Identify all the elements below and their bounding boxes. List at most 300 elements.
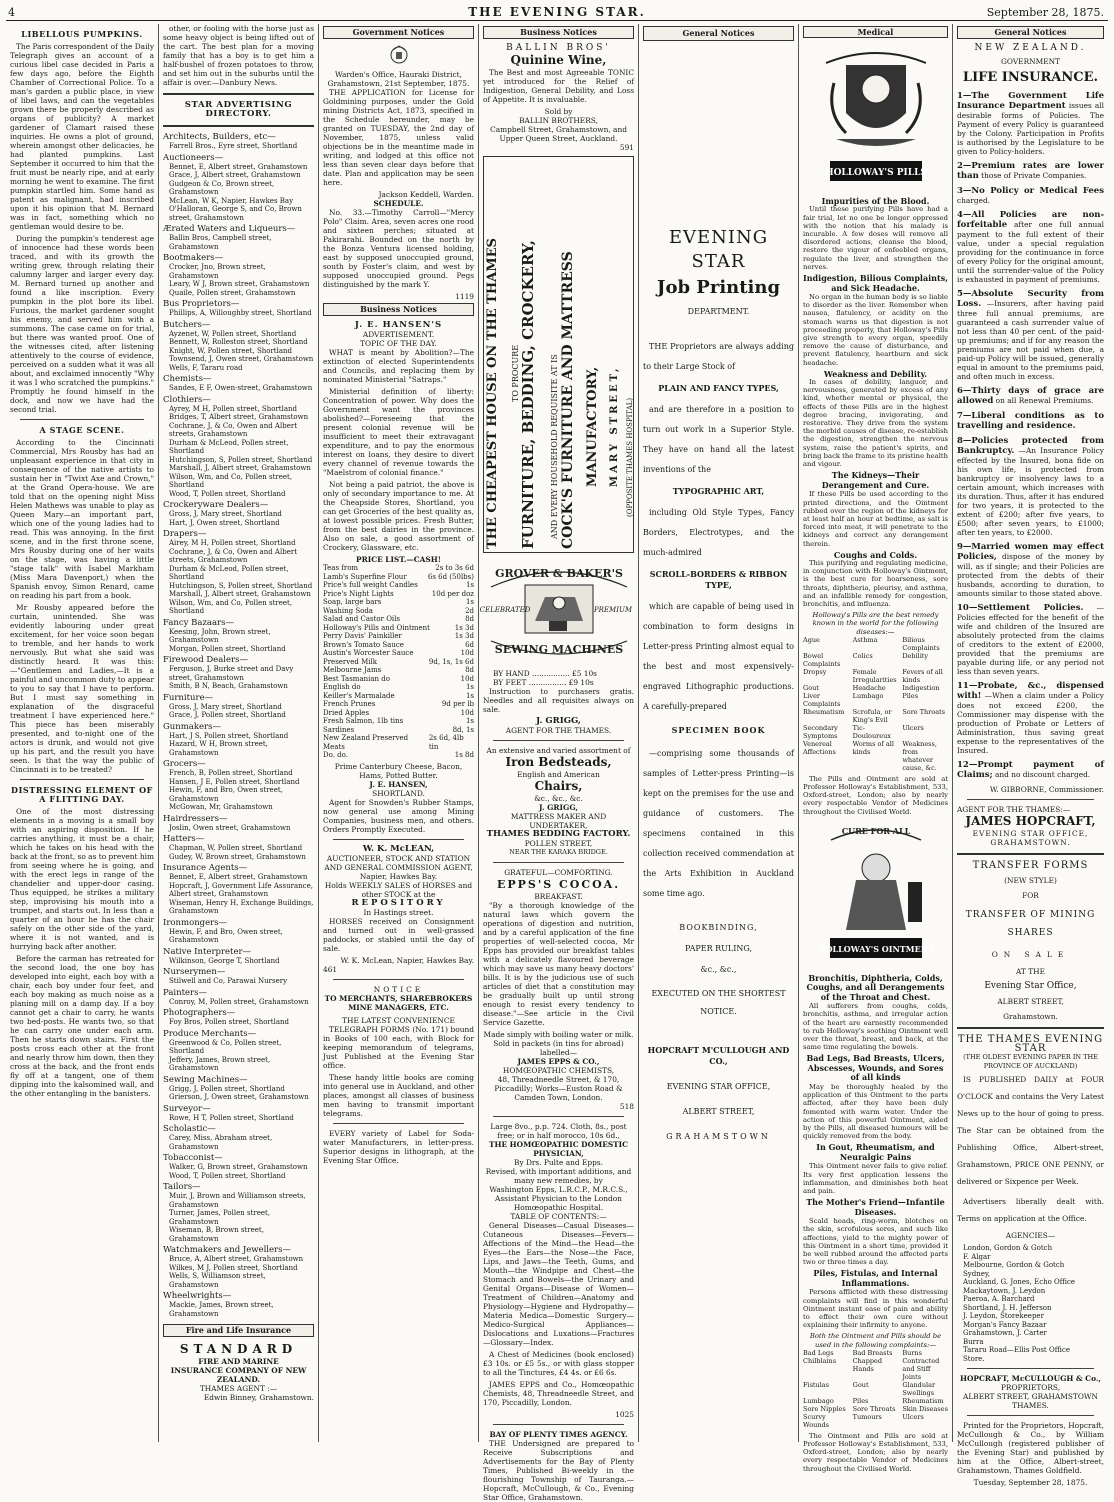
gout-text: This Ointment never fails to give relief. Its very first application lessens the inflammation, and diminishes both heat and pain. [803,1162,948,1196]
by-drs: By Drs. Pulte and Epps. [514,1158,603,1167]
directory-category: Ærated Waters and Liqueurs— [163,224,296,234]
disease-item: Dropsy [803,667,827,676]
horses-text: HORSES received on Consignment and turned out in well-grassed paddocks, or stabled until the day of sale. [323,916,474,953]
price-item: Holloway's Pills and Ointment [323,623,430,632]
homeopathic-physician: THE HOMŒOPATHIC DOMESTIC PHYSICIAN, [488,1140,629,1158]
directory-listing: Hart, J, Owen street, Shortland [169,518,280,527]
complaint-item: Tumours [852,1412,882,1421]
directory-listing: Hewin, F, and Bro, Owen street, Grahamstown [169,927,283,944]
price-item: Melbourne Jams [323,666,382,674]
plain-fancy-types: PLAIN AND FANCY TYPES, [658,383,779,393]
disease-item: Female Irregularities [852,667,897,684]
advertising-directory [163,133,314,1318]
disease-item: Asthma [852,635,878,644]
department-label: DEPARTMENT. [687,307,750,316]
directory-category: Wheelwrights— [163,1291,232,1301]
price-item: Perry Davis' Painkiller [323,632,402,640]
disease-item: Venereal Affections [803,739,836,756]
price-value: 1s [465,581,474,589]
albert-street: ALBERT STREET, [997,997,1064,1006]
directory-entry [163,321,314,373]
complaint-item: Scurvy [803,1412,826,1421]
imprint-text: Printed for the Proprietors, Hopcraft, McCullough & Co., by William McCullough (registered publisher of the Evening Star) and published by him at the Office, Albert-street, Grahamstown, Thames Goldfield. [957,1421,1104,1475]
mclean-location: Napier, Hawkes Bay. [359,871,438,881]
directory-category: Tobacconist— [163,1153,223,1163]
albert-street: ALBERT STREET, [682,1107,755,1116]
complaint-item: Fistulas [803,1380,830,1389]
thames-bedding: THAMES BEDDING FACTORY. [486,829,631,839]
directory-category: Fancy Bazaars— [163,617,234,628]
price-row [323,700,474,709]
bay-of-plenty-text: THE Undersigned are prepared to Receive Subscriptions and Advertisements for the Bay of Plenty Times, Published Bi-weekly in the flourishing Township of Tauranga.—Hopcraft, McCullough, & Co., Evening Star Office, Grahamstown. [483,1439,634,1502]
iron-english: English and American [517,770,600,779]
disease-item: Secondary Symptoms [803,723,838,740]
article-continuation: other, or fooling with the horse just as some heavy object is being lifted out of the cart. The best plan for a moving family that has a boy is to get him a half-bushel of frozen potatoes to throw, and set him out in the suburbs until the affair is over.—Danbury News. [163,24,314,87]
divider [333,979,464,980]
insurance-item [957,289,1104,381]
directory-category: Produce Merchants— [163,1028,257,1039]
directory-category: Grocers— [163,759,206,769]
insurance-item [957,681,1104,755]
agency-item: Mackaytown, J. Leydon [963,1286,1046,1295]
epps-chemists: JAMES EPPS and Co., Homœopathic Chemists, 48, Threadneedle Street, and 170, Piccadilly, London. [483,1380,634,1407]
price-value: 1s 3d [454,623,474,632]
ointment-address: The Ointment and Pills are sold at Professor Holloway's Establishment, 533, Oxford-street, London; also by nearly every respectable Vendor of Medicines throughout the Civilised World. [803,1431,948,1473]
section-header: General Notices [643,26,794,41]
proprietors-label: PROPRIETORS, [1000,1383,1061,1392]
directory-listing: Ballin Bros, Campbell street, Grahamstown [169,234,272,251]
price-list-heading: PRICE LIST.—CASH! [356,555,441,564]
insurance-item-heading: 3—No Policy or Medical Fees [957,186,1104,196]
evening-star-office: EVENING STAR OFFICE, GRAHAMSTOWN. [972,829,1089,847]
disease-item: Fevers of all kinds [902,667,943,684]
directory-listing: Hewin, F, and Bro, Owen street, Grahamstown [169,786,283,803]
directory-listing: Wilkinson, George T, Shortland [169,956,280,965]
agency-item: Sydney, [963,1269,991,1278]
sold-by: Sold by [544,107,573,116]
price-value: 10d [460,708,474,717]
insurance-item-text: charged. [957,196,991,205]
column-2 [158,24,318,1442]
complaint-item: Rheumatism [902,1396,944,1405]
directory-listing: Gross, J, Mary street, Shortland [169,702,282,711]
section-header: Business Notices [323,303,474,316]
insurance-company-full: INSURANCE COMPANY OF NEW ZEALAND. [170,1366,307,1384]
grigg-name-2: J. GRIGG, [539,803,578,812]
disease-item: Indigestion [902,683,940,692]
directory-listing: Stilwell and Co, Parawai Nursery [169,977,288,985]
notice-number: 1025 [615,1410,634,1419]
article-paragraph: According to the Cincinnati Commercial, Mrs Rousby has had an unpleasant experience in that city in consequence of the native artists to sustain her in "Twixt Axe and Crown," at the Grand Opera-house. We are told that on the opening night Miss Helen Mathews was unable to play as Queen Mary—an important part, which one of the young ladies had to read. This was annoying. In the first scene, and in the first throne scene, Mrs Rousby during one of her waits on the stage, was having a little "stage talk" with Isabel Markham (Miss Mara Davenport,) when the Spanish envoy, Simon Renard, came on reading his part from a book. [10,438,154,600]
divider [493,740,624,741]
price-value: 6d [465,640,474,649]
disease-item: Ulcers [902,723,924,732]
sewing-machine-engraving [479,557,633,665]
disease-item: Weakness, from whatever cause, &c. [902,739,937,772]
divider [333,1123,464,1124]
price-item: Preserved Milk [323,657,377,666]
directory-listing: Rowe, H T, Pollen street, Shortland [169,1113,294,1122]
directory-entry [163,948,314,966]
coughs-text: This purifying and regulating medicine, in conjunction with Holloway's Ointment, is the best cure for hoarseness, sore throats, diphtheria, pleurisy, and asthma, and an infallible remedy for congestion, bronchitis, and influenza. [803,558,948,608]
column-1 [6,24,158,1442]
directory-category: Chemists— [163,374,212,384]
directory-listing: O'Halloran, George S, and Co, Brown street, Grahamstown [169,205,302,222]
ballin-heading: BALLIN BROS' [506,43,611,53]
diseases-list [803,636,948,772]
directory-listing: Bennet, E, Albert street, Grahamstown [169,873,308,881]
price-row [323,590,474,599]
directory-listing: Joslin, Owen street, Grahamstown [169,823,291,832]
complaint-item: Lumbago [803,1396,834,1405]
impurities-text: Until these purifying Pills have had a fair trial, let no one be longer oppressed with the notion that his malady is incurable. A few doses will remove all disordered actions, cleanse the blood, restore the vigour of enfeebled organs, regulate the liver, and strengthen the nerves. [803,205,948,271]
directory-listing: Smith, B N, Beach, Grahamstown [169,682,288,690]
directory-category: Bootmakers— [163,253,224,263]
complaint-item: Glandular Swellings [902,1380,936,1397]
divider [967,1368,1094,1369]
price-item: New Zealand Preserved Meats [323,734,409,751]
warden-office: Warden's Office, Hauraki District, Grahamstown, 21st September, 1875. [327,70,470,88]
directory-listing: Muir, J, Brown and Williamson streets, Grahamstown [169,1192,306,1209]
price-item: English do [323,683,361,691]
schedule-title: SCHEDULE. [373,199,424,208]
insurance-item-heading: 6—Thirty days of grace are allowed [957,386,1104,406]
newspaper-title: THE EVENING STAR. [468,5,646,19]
directory-listing: Gudgeon & Co, Brown street, Grahamstown [169,179,275,196]
directory-entry [163,968,314,986]
directory-listing: Durham & McLeod, Pollen street, Shortland [169,438,289,455]
instruction-text: Instruction to purchasers gratis. Needles and all requisites always on sale. [483,687,634,714]
directory-category: Architects, Builders, etc— [163,132,276,142]
insurance-item [957,386,1104,406]
directory-category: Watchmakers and Jewellers— [163,1245,291,1255]
agency-item: F. Algar [963,1252,991,1261]
section-header: Medical [803,26,948,38]
insurance-item-text: —An Insurance Policy effected by the Insured, bona fide on his own life, is protected from bankruptcy or insolvency laws to a certain amount, which increases with its duration. Thus, after it has endured for two years, it is protected to the extent of £200; after five years, to £500; after seven years, to £1000; after ten years, to £2000. [957,446,1104,537]
for-label: FOR [1022,891,1039,900]
agency-item: J. Leydon, Storekeeper [963,1312,1044,1320]
insurance-item-heading: 7—Liberal conditions as to travelling and residence. [957,411,1104,431]
directory-listing: Grace, J, Albert street, Grahamstown [169,171,301,179]
agency-item: Paeroa, A. Barchard [963,1295,1035,1303]
label-text: EVERY variety of Label for Soda-water Manufacturers, in letter-press. Superior designs in lithograph, at the Evening Star Office. [323,1128,474,1165]
agency-item: Burra [963,1337,984,1346]
insurance-item-heading: 5—Absolute Security from Loss. [957,289,1104,309]
complaint-item: Bad Legs [803,1348,834,1357]
including-text: including Old Style Types, Fancy Borders, Electrotypes, and the much-admired [643,508,794,557]
ballin-brothers: BALLIN BROTHERS, [519,116,598,125]
directory-listing: Farrell Bros., Eyre street, Shortland [169,142,298,150]
iron-intro: An extensive and varied assortment of [486,746,631,755]
directory-listing: Wilson, Wm, and Co, Pollen street, Shortland [169,472,293,489]
price-value: 10d [460,649,474,657]
issue-date: September 28, 1875. [986,6,1104,19]
directory-listing: Wilson, Wm, and Co, Pollen street, Shortland [169,598,293,615]
price-row [323,649,474,658]
insurance-item-text: those of Private Companies. [978,171,1087,180]
bad-legs-text: May be thoroughly healed by the application of this Ointment to the parts affected, after they have been duly fomented with warm water. Under the action of this powerful Ointment, aided by the Pills, all diseased humours will be quickly removed from the body. [803,1082,948,1141]
cocks-furniture-advert [483,156,634,553]
chest-text: A Chest of Medicines (book enclosed) £3 10s. or £5 5s., or with glass stopper to all the Tinctures, £4 4s. or £6 6s. [483,1350,634,1377]
insurance-item [957,760,1104,780]
evening-star-heading: EVENING STAR [668,227,769,272]
divider [957,853,1104,855]
divider [20,779,144,780]
directory-listing: Phillips, A, Willoughby street, Shortland [169,309,312,317]
epps-address: 48, Threadneedle Street, & 170, Piccadilly; Works—Euston Road & Camden Town, London. [494,1075,623,1102]
price-item: Brown's Tomato Sauce [323,640,404,649]
directory-category: Insurance Agents— [163,863,248,873]
spacer [643,46,794,226]
directory-listing: Airey, M H, Pollen street, Shortland [169,539,296,547]
disease-item: Headache [852,683,886,692]
life-insurance-heading: LIFE INSURANCE. [962,70,1099,85]
complaint-item: Ulcers [902,1412,924,1421]
directory-listing: Carey, Miss, Abraham street, Grahamstown [169,1134,273,1151]
insurance-item [957,436,1104,537]
directory-entry [163,1183,314,1243]
directory-entry [163,1105,314,1123]
price-item: Price's full weight Candles [323,581,418,589]
directory-listing: Jeffery, James, Brown street, Grahamstown [169,1055,271,1072]
holloway-ointment-engraving-icon [816,820,936,970]
kidneys-text: If these Pills be used according to the printed directions, and the Ointment rubbed over the region of the kidneys for at least half an hour at bedtime, as salt is forced into meat, it will penetrate to the kidneys and correct any derangement therein. [803,490,948,548]
mothers-friend-text: Scald heads, ring-worm, blotches on the skin, scrofulous sores, and such like affections, yield to the mighty power of this Ointment in a short time, provided it be well rubbed around the affected parts two or three times a day. [803,1217,948,1267]
albert-thames: ALBERT STREET, GRAHAMSTOWN THAMES. [963,1392,1098,1410]
bronchitis-text: All sufferers from coughs, colds, bronchitis, asthma, and irregular action of the heart are earnestly recommended to rub Holloway's soothing Ointment well over the throat, breast, and back, at the same time regulating the bowels. [803,1002,948,1052]
handy-text: These handy little books are coming into general use in Auckland, and other places, amongst all classes of business men having to transmit important telegrams. [323,1072,474,1118]
price-row [323,717,474,726]
complaint-item: Skin Diseases [902,1404,948,1413]
article-paragraph: One of the most distressing elements in a moving is a small boy with an aspiring disposition. If he carries anything, it must be a chair, which he takes on his head with the back at the front, so as to prevent him from seeing where he is going, and with the erect legs in range of the chandelier and upper-door casing. Thus equipped, he strikes a military step, improvising his mouth into a trumpet, and starts out. In less than a quarter of an hour he has the chair safely on the other side of the yard, where it is not wanted, and is hurrying back after another. [10,807,154,951]
insurance-item-heading: 11—Probate, &c., dispensed with! [957,681,1104,701]
bronchitis-heading: Bronchitis, Diphtheria, Colds, Coughs, and all Derangements of the Throat and Chest. [806,972,945,1002]
directory-category: Native Interpreter— [163,946,252,957]
article-paragraph: Mr Rousby appeared before the curtain, unintended. She was evidently labouring under great excitement, for her voice soon began to tremble, and her hands to work nervously. But what she said was distinctly heard. It was this:—"Gentlemen and Ladies,—It is a painful and uncommon duty to appear to you to say that I have to perform. But I must say something in explanation of the disgraceful treatment I have experienced here." This piece has been miserably presented, and to-night one of the actors is drunk, and would not give up his part, and the result you have seen. Is that the way the public of Cincinnati is to be treated? [10,603,154,774]
disease-item: Debility [902,651,929,660]
directory-category: Auctioneers— [163,152,224,163]
made-simply: Made simply with boiling water or milk. [483,1030,634,1039]
directory-listing: Wells, S, Williamson street, Grahamstown [169,1272,266,1289]
hopcraft-name: JAMES HOPCRAFT, [965,814,1096,828]
directory-entry [163,1009,314,1027]
notice-signature: Jackson Keddell, Warden. [378,190,474,199]
notice-heading: NOTICE [373,984,424,994]
notice-number: 518 [619,1102,634,1111]
divider [957,1027,1104,1029]
insurance-agent-name: Edwin Binney, Grahamstown. [203,1393,314,1402]
directory-listing: Hansen, J E, Pollen street, Shortland [169,777,300,786]
insurance-item-text: after one full annual payment to the full extent of their value, under a special regulation providing for the continuance in force of every Policy for the original amount, until the surrender-value of the Policy is exhausted in payment of premiums. [957,220,1104,284]
directory-listing: Knight, W, Pollen street, Shortland [169,346,293,355]
kidneys-heading: The Kidneys—Their Derangement and Cure. [821,470,930,490]
directory-category: Furniture— [163,692,214,703]
chairs: Chairs, [534,779,583,793]
price-row [323,607,474,616]
directory-entry [163,530,314,616]
piles-text: Persons afflicted with these distressing complaints will find in this wonderful Ointment instant ease of pain and ability to effect their own cure without explaining their infirmity to anyone. [803,1288,948,1330]
insurance-item [957,603,1104,676]
rotated-line: (OPPOSITE THAMES HOSPITAL) [626,397,634,517]
insurance-item [957,91,1104,156]
indigestion-text: No organ in the human body is so liable to disorder as the liver. Remember when nausea, flatulency, or acidity on the stomach warns us that digestion is not proceeding properly, that Holloway's Pills give strength to every organ, speedily remove the cause of disturbance, and prevent flatulency, heartburn and sick headache. [803,293,948,367]
directory-listing: French, B, Pollen street, Shortland [169,769,293,777]
disease-item: Scrofula, or King's Evil [852,707,892,724]
column-5 [638,24,798,1442]
price-item: Washing Soda [323,606,373,615]
divider [967,799,1094,800]
disease-item: Rheumatism [803,707,845,716]
typographic-art: TYPOGRAPHIC ART, [672,486,765,496]
price-row [323,632,474,641]
directory-listing: McGowan, Mr, Grahamstown [169,803,273,811]
thames-star-heading: THE THAMES EVENING STAR [957,1034,1104,1054]
telegraph-text: TELEGRAPH FORMS (No. 171) bound in Books of 100 each, with Block for keeping memorandum of telegrams, Just Published at the Evening Star office. [323,1024,474,1070]
article-title: A STAGE SCENE. [39,425,125,435]
pills-address: The Pills and Ointment are sold at Professor Holloway's Establishment, 533, Oxford-street, London; also by nearly every respectable Vendor of Medicines throughout the Civilised World. [803,774,948,816]
directory-listing: Hazard, W H, Brown street, Grahamstown [169,740,268,757]
insurance-item [957,161,1104,181]
price-value: 1s [465,691,474,700]
directory-listing: Bennett, W, Rolleston street, Shortland [169,338,308,346]
rotated-line: FURNITURE, BEDDING, CROCKERY, [519,240,537,549]
disease-item: Piles [902,691,919,700]
coughs-heading: Coughs and Colds. [833,549,918,560]
mclean-name: W. K. McLEAN, [362,843,435,854]
disease-item: Liver Complaints [803,691,841,708]
price-row [323,709,474,718]
complaint-item: Wounds [803,1420,830,1429]
directory-entry [163,154,314,223]
insurance-company-name: STANDARD [179,1342,298,1356]
pollen-street: POLLEN STREET, [524,839,593,848]
price-row [323,683,474,692]
repository-title: REPOSITORY [351,897,446,908]
disease-item: Lumbago [852,691,884,700]
directory-category: Gunmakers— [163,721,221,732]
both-intro: Both the Ointment and Pills should be used in the following complaints:— [809,1332,942,1349]
piles-heading: Piles, Fistulas, and Internal Inflammations. [813,1268,938,1288]
hansen-name: J. E. HANSEN, [369,779,428,789]
notice-text: THE APPLICATION for License for Goldmining purposes, under the Gold mining Districts Act, 1873, specified in the Schedule hereunder, may be granted on TUESDAY, the 2nd day of November, 1875, unless valid objections be in the meantime made in writing, and lodged at this office not less than seven clear days before that date. Plan and application may be seen here. [323,88,474,187]
price-row [323,581,474,590]
price-row [323,675,474,684]
paper-ruling: PAPER RULING, [684,944,753,953]
directory-category: Scholastic— [163,1124,216,1134]
by-feet-price: BY FEET ................ £9 10s [493,678,594,687]
quinine-text: The Best and most Agreeable TONIC yet introduced for the Relief of Indigestion, General Debility, and Loss of Appetite. It is invaluable. [483,68,634,104]
column-3 [318,24,478,1442]
job-printing-heading: Job Printing [656,277,781,298]
hopcraft-mccullough: HOPCRAFT M'CULLOUGH AND CO., [647,1045,790,1066]
complaint-item: Bad Breasts [852,1348,893,1357]
upper-queen: Upper Queen Street, Auckland. [499,134,618,143]
directory-listing: Conroy, M, Pollen street, Grahamstown [169,997,309,1006]
directory-entry [163,254,314,297]
directory-listing: Greenwood & Co, Pollen street, Shortland [169,1038,282,1055]
directory-entry [163,835,314,861]
price-item: Lamb's Superfine Flour [323,572,407,581]
directory-listing: Mackie, James, Brown street, Grahamstown [169,1301,274,1318]
insurance-list [957,91,1104,780]
schedule-text: No. 33.—Timothy Carroll—"Mercy Polo" Claim. Area, seven acres one rood and sixteen perches; situated at Pakirarahi. Bounded on the north by the Bonza Ventura licensed holding, east by supposed unoccupied ground, south by Foster's claim, and west by supposed unoccupied ground. Pegs distinguished by the mark Y. [323,208,474,289]
directory-listing: Ayrey, M H, Pollen street, Shortland [169,404,298,413]
agencies-heading: AGENCIES— [1005,1231,1056,1240]
agency-item: Grahamstown, J. Carter [963,1329,1047,1337]
rotated-line: MARY STREET, [609,365,620,487]
disease-item: Bilious Complaints [902,635,940,652]
directory-category: Drapers— [163,529,207,539]
disease-item: Ague [803,635,820,644]
remedy-intro: Holloway's Pills are the best remedy known in the world for the following diseases:— [812,611,939,636]
directory-entry [163,1246,314,1289]
insurance-item-text: —When a claim under a Policy does not exceed £200, the Commissioner may dispense with the production of Probate or Letters of Administration, thus saving great expense to the representatives of the Insured. [957,691,1104,755]
washington-epps: Washington Epps, L.R.C.P., M.R.C.S., [489,1185,628,1194]
price-row [323,564,474,573]
article-title: DISTRESSING ELEMENT OF A FLITTING DAY. [11,785,153,804]
price-row [323,615,474,624]
notice-number: 461 [323,964,338,974]
directory-entry [163,619,314,654]
insurance-item-heading: 2—Premium rates are lower than [957,161,1104,181]
directory-listing: Marshall, J, Albert street, Grahamstown [169,464,311,472]
directory-listing: Hutchingson, S, Pollen street, Shortland [169,455,313,464]
article-paragraph: Before the carman has retreated for the second load, the one boy has developed into eight, each boy with a chair, each boy under four feet, and each boy making as much noise as a planing mill on a damp day. If a boy cannot get a chair to carry, he wants two bed-posts. He wants two, so that he can carry one under each arm. Then he starts down stairs. First the posts cross each other at the front and nearly throw him down, then they cross at the back, and the front ends fly off at a tangent, one of them dipping into the kalsomined wall, and the other entangling in the banisters. [10,954,154,1098]
rotated-line: THE CHEAPEST HOUSE ON THE THAMES [485,238,500,549]
royal-crest-icon [384,44,414,66]
directory-listing: Grigg, J, Pollen street, Shortland [169,1084,285,1093]
insurance-item-heading: 1—The Government Life Insurance Department [957,91,1104,111]
price-list [323,564,474,760]
divider [163,125,314,127]
etc: &c., &c., &c. [534,794,583,803]
complaint-item: Contracted and Stiff Joints [902,1356,940,1381]
price-item: Keiller's Marmalade [323,691,395,700]
advertisers-text: Advertisers liberally dealt with. Terms on application at the Office. [957,1197,1104,1223]
insurance-item [957,411,1104,431]
price-item: Teas from [323,564,359,572]
directory-listing: Ferguson, J, Burke street and Davy street, Grahamstown [169,665,294,682]
hastings-street: In Hastings street. [363,907,434,917]
directory-category: Tailors— [163,1182,201,1192]
directory-listing: Bruce, A, Albert street, Grahamstown [169,1255,304,1263]
directory-listing: Durham & McLeod, Pollen street, Shortland [169,564,289,581]
directory-listing: Grace, J, Pollen street, Shortland [169,711,286,719]
price-row [323,726,474,735]
topic-paragraph: WHAT is meant by Abolition?—The extinction of elected Superintendents and Councils, and replacing them by nominated Ministerial "Satraps." [323,348,474,384]
agency-item: London, Gordon & Gotch [963,1244,1053,1252]
price-value: 6s 6d (50lbs) [427,572,474,581]
directory-entry [163,1292,314,1318]
article-paragraph: During the pumpkin's tenderest age of innocence had these words been traced, and with its growth the writing grew, through relating their calumny larger and larger every day. M. Bernard turned up another and found a like inscription. Every pumpkin in the plot bore its libel. Furious, the market gardener sought his enemy, and served him with a summons. The case came on for trial, but there was wanted proof. One of the witnesses cited, after listening attentively to the course of evidence, perceived on a sudden what it was all about, and exclaimed innocently "Why it was I who scratched the pumpkins." Promptly he found himself in the dock, and now we have had the second trial. [10,234,154,414]
directory-category: Photographers— [163,1008,236,1018]
insurance-agent-label: THAMES AGENT :— [199,1384,278,1393]
insurance-subtitle: FIRE AND MARINE [198,1357,279,1366]
agency-item: Store. [963,1354,985,1363]
directory-entry [163,989,314,1007]
proprietors-text-2: and are therefore in a position to turn out work in a Superior Style. They have on hand all the latest inventions of the [643,405,794,474]
directory-listing: Grierson, J, Owen street, Grahamstown [169,1093,309,1101]
price-value: 2s 6d, 4lb tin [428,734,464,751]
complaint-item: Sore Throats [852,1404,896,1413]
directory-listing: Marshall, J, Albert street, Grahamstown [169,590,311,598]
grover-mid-text: CELEBRATED [479,606,530,614]
insurance-item-heading: 10—Settlement Policies. [957,603,1084,613]
cure-for-all-text: CURE FOR ALL [841,825,910,836]
new-style: (NEW STYLE) [1004,876,1057,885]
complaint-item: Chilblains [803,1356,837,1365]
grigg-name: J. GRIGG, [536,716,581,726]
